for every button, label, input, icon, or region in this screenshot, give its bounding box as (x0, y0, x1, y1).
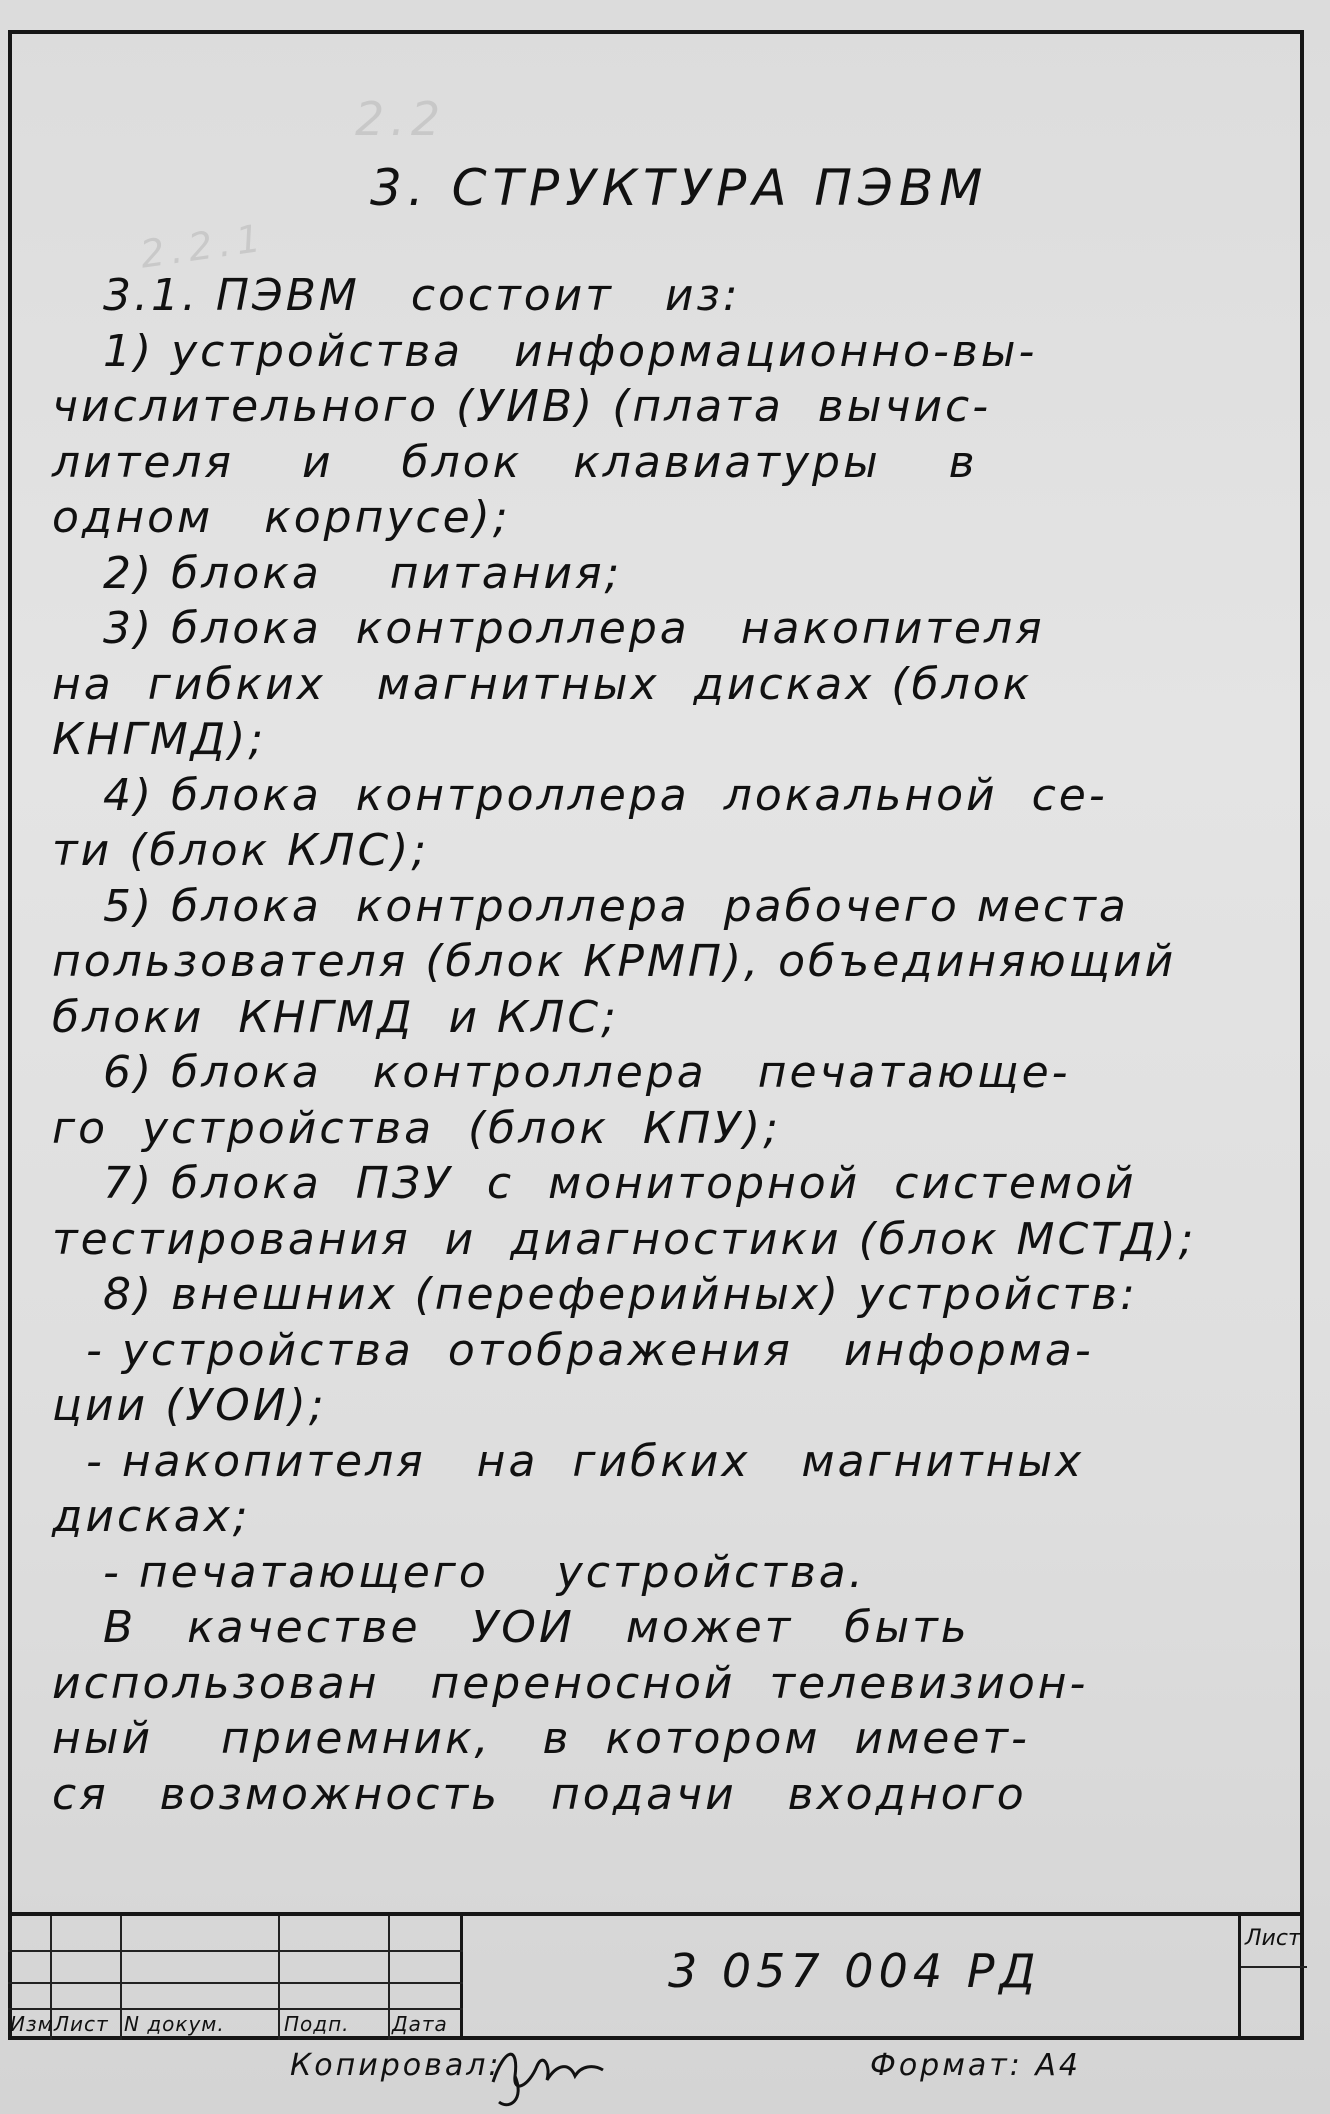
title-block (8, 1912, 1304, 2040)
bleed-through-mark: 2.2.1 (137, 215, 270, 277)
text-line: 3.1. ПЭВМ состоит из: (52, 270, 741, 321)
text-line: 1) устройства информационно-вы- (52, 325, 1038, 377)
page-title: 3. СТРУКТУРА ПЭВМ (370, 159, 989, 217)
col-label: Подп. (284, 2012, 350, 2036)
text-line: использован переносной телевизион- (52, 1657, 1089, 1709)
col-label: Дата (392, 2012, 448, 2036)
format-label: Формат: А4 (870, 2048, 1081, 2083)
text-line: - печатающего устройства. (52, 1546, 866, 1598)
document-body (52, 148, 1292, 1822)
text-line: лителя и блок клавиатуры в (52, 436, 978, 488)
text-line: В качестве УОИ может быть (52, 1602, 970, 1653)
revision-grid (8, 1916, 463, 2040)
text-line: КНГМД); (52, 714, 267, 765)
text-line: дисках; (52, 1491, 251, 1542)
text-line: 5) блока контроллера рабочего места (52, 880, 1129, 932)
sheet-label: Лист (1245, 1926, 1301, 1951)
text-line: 4) блока контроллера локальной се- (52, 769, 1108, 821)
text-line: 3) блока контроллера накопителя (52, 603, 1045, 654)
bleed-through-mark: 2.2 (355, 92, 447, 146)
copyist-signature (485, 2036, 625, 2112)
text-line: 2) блока питания; (52, 547, 623, 599)
text-line: 8) внешних (переферийных) устройств: (52, 1269, 1138, 1320)
document-number: 3 057 004 РД (668, 1944, 1041, 1998)
text-line: го устройства (блок КПУ); (52, 1102, 782, 1154)
text-line: 6) блока контроллера печатающе- (52, 1047, 1071, 1098)
sheet-number-box (1238, 1916, 1304, 2040)
text-line: ции (УОИ); (52, 1380, 327, 1431)
text-line: 7) блока ПЗУ с мониторной системой (52, 1158, 1137, 1209)
text-line: одном корпусе); (52, 492, 511, 543)
col-label: Лист (54, 2012, 109, 2036)
text-line: числительного (УИВ) (плата вычис- (52, 381, 992, 432)
text-line: ся возможность подачи входного (52, 1768, 1027, 1820)
copied-by-label: Копировал: (290, 2048, 502, 2083)
text-line: ный приемник, в котором имеет- (52, 1713, 1030, 1764)
text-line: тестирования и диагностики (блок МСТД); (52, 1213, 1197, 1265)
text-line: на гибких магнитных дисках (блок (52, 658, 1033, 710)
text-line: пользователя (блок КРМП), объединяющий (52, 936, 1177, 987)
text-lines (52, 268, 1292, 1822)
col-label: Изм (10, 2012, 54, 2036)
text-line: - накопителя на гибких магнитных (52, 1435, 1085, 1487)
text-line: ти (блок КЛС); (52, 825, 430, 876)
text-line: блоки КНГМД и КЛС; (52, 991, 619, 1043)
col-label: N докум. (124, 2012, 225, 2036)
text-line: - устройства отображения информа- (52, 1324, 1094, 1376)
